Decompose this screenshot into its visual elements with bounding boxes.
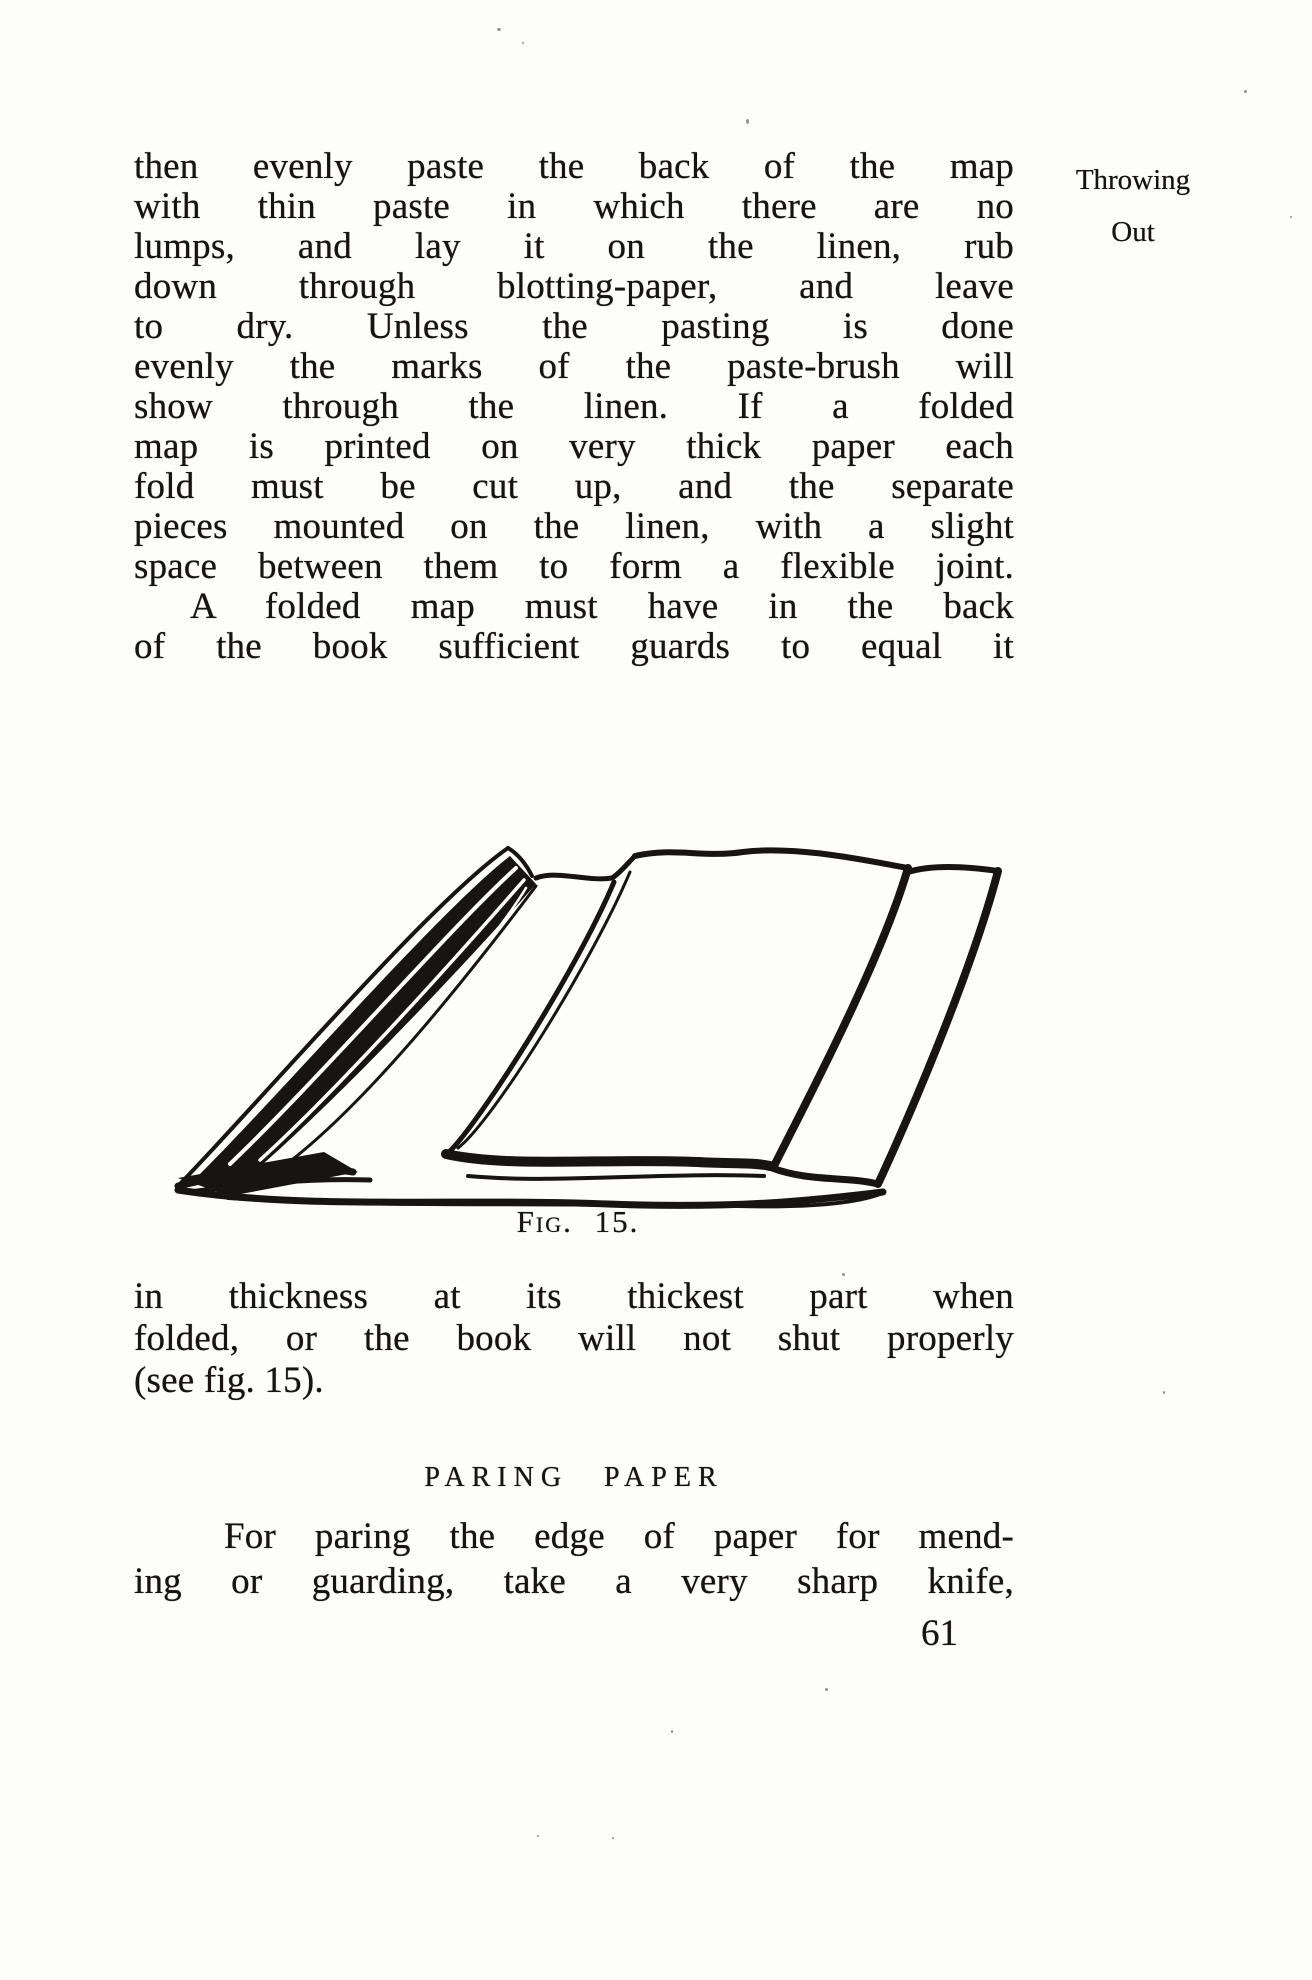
- text-line: map is printed on very thick paper each: [134, 426, 1014, 467]
- main-text-column: [134, 147, 1014, 667]
- text-line: (see fig. 15).: [134, 1360, 324, 1401]
- section-heading: PARING PAPER: [424, 1462, 724, 1493]
- figure-illustration: [138, 842, 1018, 1214]
- text-line: show through the linen. If a folded: [134, 386, 1014, 427]
- text-line: lumps, and lay it on the linen, rub: [134, 226, 1014, 267]
- text-line: pieces mounted on the linen, with a slight: [134, 506, 1014, 547]
- text-line: A folded map must have in the back: [190, 586, 1014, 627]
- page-number: 61: [921, 1613, 958, 1654]
- margin-note-line: Throwing: [1075, 164, 1191, 196]
- text-line: space between them to form a flexible joint.: [134, 546, 1014, 587]
- text-line: fold must be cut up, and the separate: [134, 466, 1014, 507]
- figure-caption: Fig. 15.: [516, 1204, 640, 1239]
- text-line: evenly the marks of the paste-brush will: [134, 346, 1014, 387]
- paragraph-throwing-out: [134, 147, 1014, 587]
- text-line: folded, or the book will not shut properly: [134, 1318, 1014, 1359]
- text-line: of the book sufficient guards to equal it: [134, 626, 1014, 667]
- text-line: in thickness at its thickest part when: [134, 1276, 1014, 1317]
- paragraph-thickness: [134, 1276, 1014, 1402]
- text-line: down through blotting-paper, and leave: [134, 266, 1014, 307]
- text-line: For paring the edge of paper for mend-: [224, 1516, 1014, 1557]
- text-line: ing or guarding, take a very sharp knife,: [134, 1561, 1014, 1602]
- margin-note-line: Out: [1111, 216, 1155, 248]
- text-line: then evenly paste the back of the map: [134, 146, 1014, 187]
- margin-note: [1048, 154, 1218, 258]
- text-line: to dry. Unless the pasting is done: [134, 306, 1014, 347]
- paragraph-folded-map: [134, 587, 1014, 667]
- paragraph-paring: [134, 1514, 1014, 1604]
- text-line: with thin paste in which there are no: [134, 186, 1014, 227]
- folded-map-sketch: [138, 842, 1018, 1214]
